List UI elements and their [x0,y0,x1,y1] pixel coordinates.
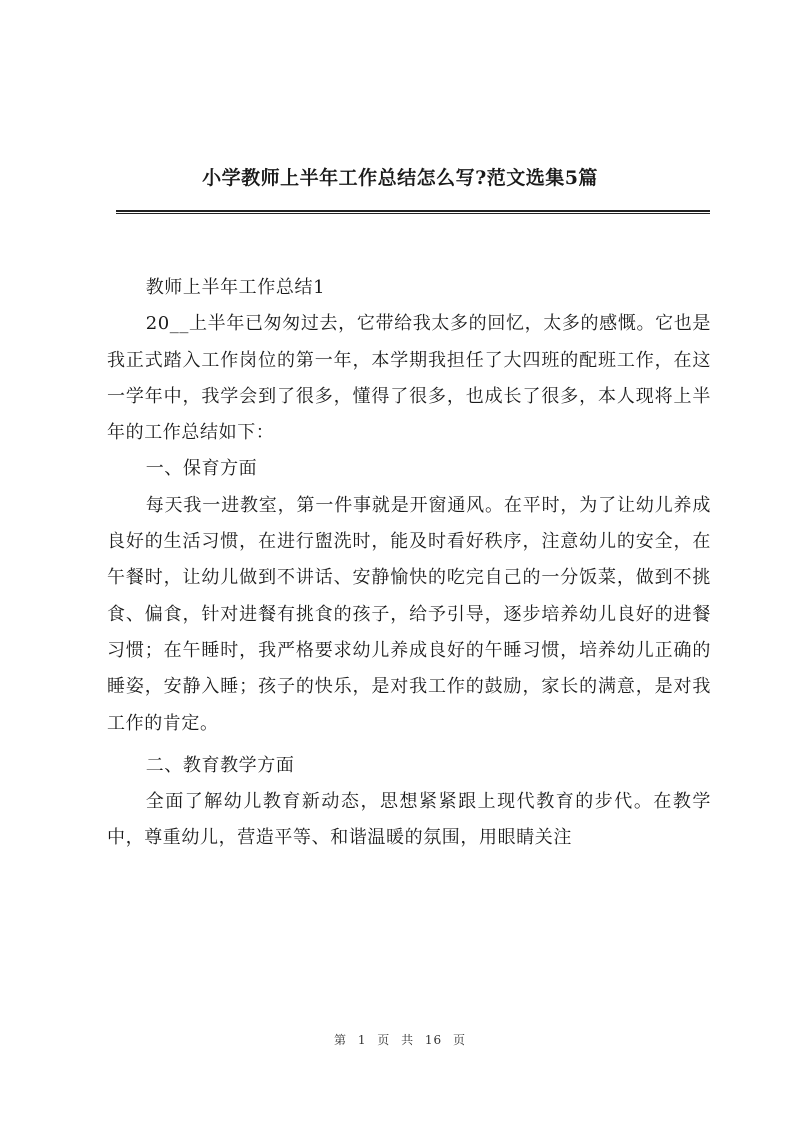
page-number-footer: 第 1 页 共 16 页 [334,1033,466,1047]
page-title: 小学教师上半年工作总结怎么写?范文选集5篇 [202,167,598,189]
title-divider [116,210,710,214]
section-heading: 教师上半年工作总结1 [145,277,326,298]
body-paragraph: 20__上半年已匆匆过去，它带给我太多的回忆，太多的感慨。它也是我正式踏入工作岗位的第一年，本学期我担任了大四班的配班工作，在这一学年中，我学会到了很多，懂得了很多，也成长了很多，本人现将上半年的工作总结如下： [107,313,711,444]
body-paragraph: 每天我一进教室，第一件事就是开窗通风。在平时，为了让幼儿养成良好的生活习惯，在进行盥洗时，能及时看好秩序，注意幼儿的安全，在午餐时，让幼儿做到不讲话、安静愉快的吃完自己的一分饭菜，做到不挑食、偏食，针对进餐有挑食的孩子，给予引导，逐步培养幼儿良好的进餐习惯；在午睡时，我严格要求幼儿养成良好的午睡习惯，培养幼儿正确的睡姿，安静入睡；孩子的快乐，是对我工作的鼓励，家长的满意，是对我工作的肯定。 [107,494,711,734]
section-heading: 二、教育教学方面 [145,754,295,776]
document-body [107,270,711,857]
section-heading: 一、保育方面 [145,458,258,480]
body-paragraph: 全面了解幼儿教育新动态，思想紧紧跟上现代教育的步代。在教学中，尊重幼儿，营造平等、和谐温暖的氛围，用眼睛关注 [107,791,711,849]
